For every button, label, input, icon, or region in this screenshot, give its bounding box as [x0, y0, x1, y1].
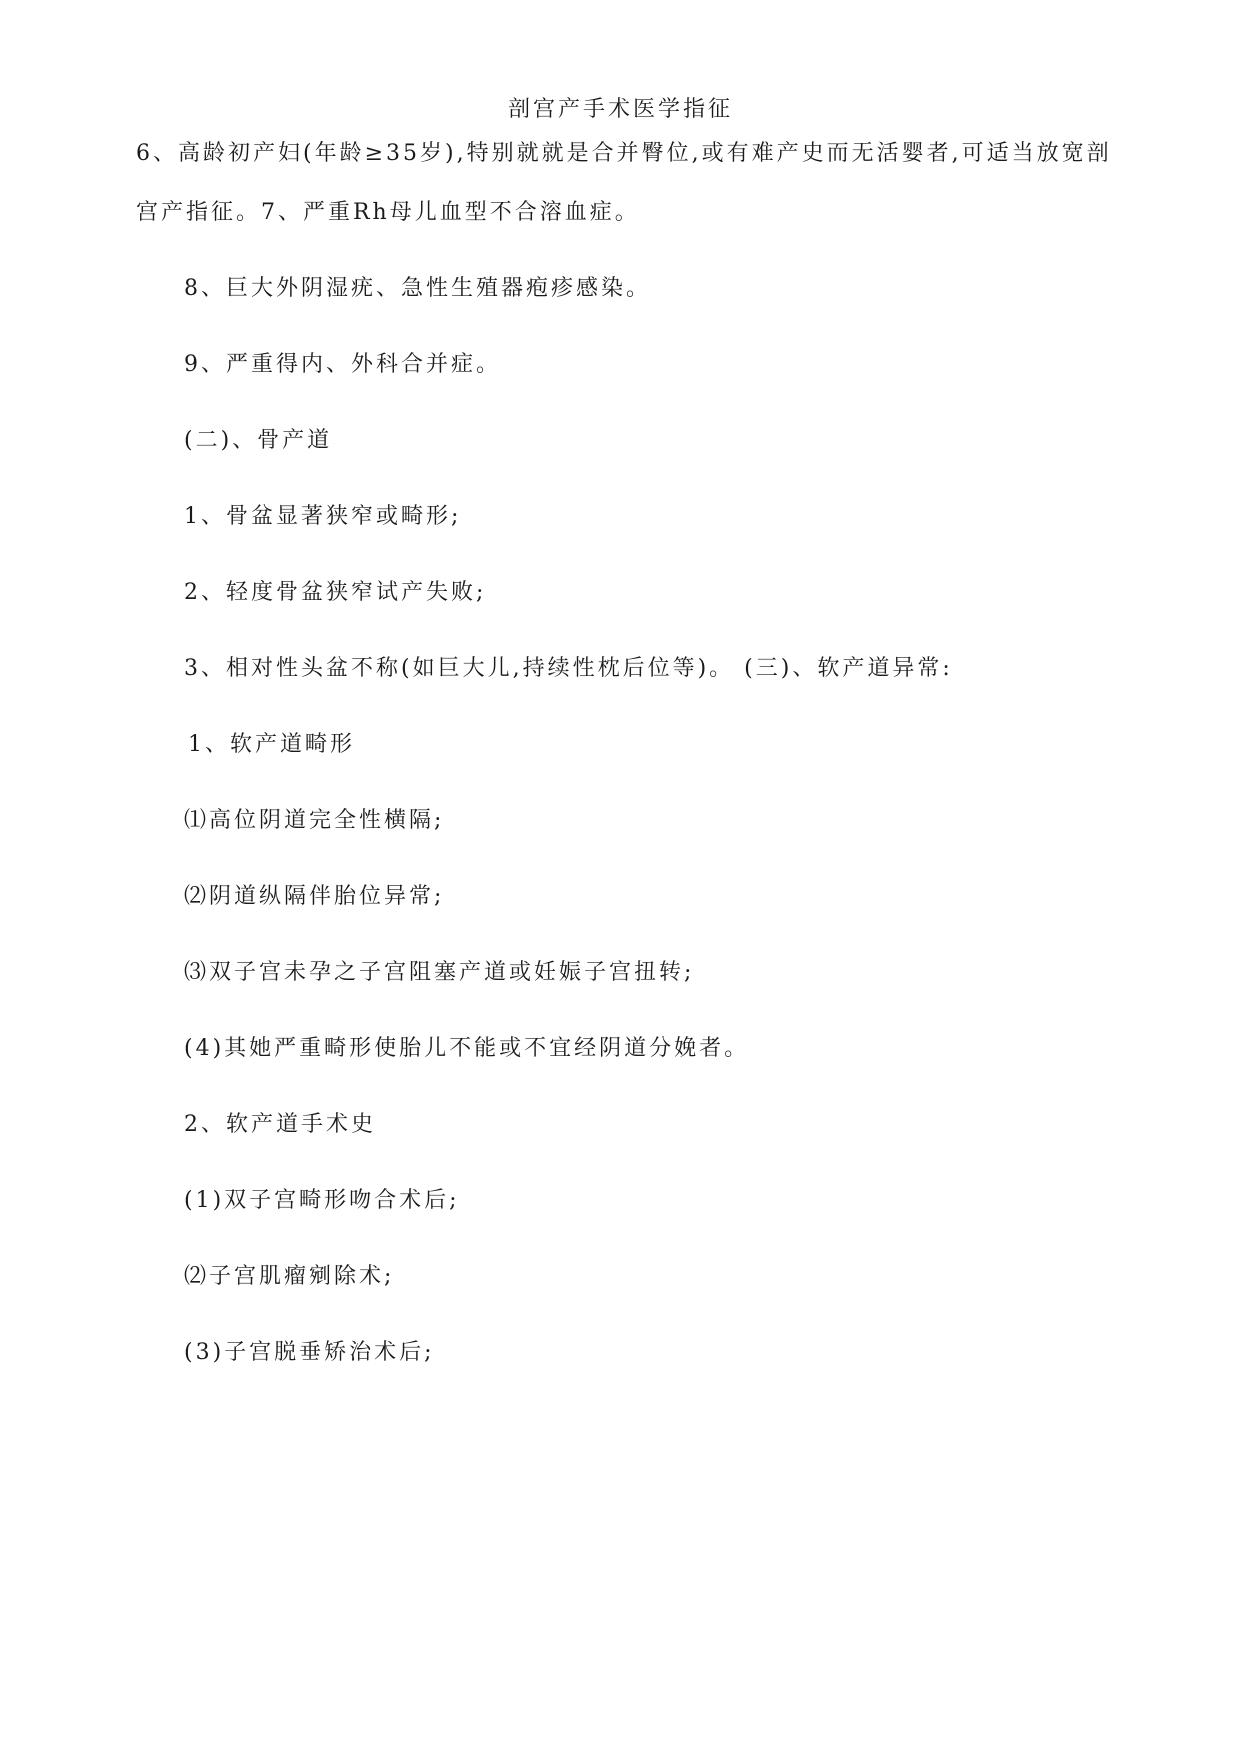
- text-line: 2、软产道手术史: [184, 1112, 376, 1137]
- text-line: 3、相对性头盆不称(如巨大儿,持续性枕后位等)。 (三)、软产道异常:: [184, 656, 953, 681]
- text-line: 2、轻度骨盆狭窄试产失败;: [184, 580, 487, 605]
- text-line: ⑵阴道纵隔伴胎位异常;: [184, 884, 445, 909]
- text-line: 1、骨盆显著狭窄或畸形;: [184, 504, 462, 529]
- text-line: ⑶双子宫未孕之子宫阻塞产道或妊娠子宫扭转;: [184, 960, 695, 985]
- text-line: (3)子宫脱垂矫治术后;: [184, 1340, 435, 1365]
- text-line: (1)双子宫畸形吻合术后;: [184, 1188, 460, 1213]
- text-line: ⑴高位阴道完全性横隔;: [184, 808, 445, 833]
- text-line: (4)其她严重畸形使胎儿不能或不宜经阴道分娩者。: [184, 1036, 750, 1061]
- section-heading: (二)、骨产道: [184, 428, 333, 453]
- text-line: 1、软产道畸形: [188, 732, 355, 757]
- text-line: ⑵子宫肌瘤剜除术;: [184, 1264, 395, 1289]
- text-line: 宫产指征。7、严重Rh母儿血型不合溶血症。: [136, 200, 640, 225]
- text-line: 9、严重得内、外科合并症。: [184, 352, 501, 377]
- page-title: 剖宫产手术医学指征: [507, 97, 733, 122]
- text-line: 6、高龄初产妇(年龄≥35岁),特别就就是合并臀位,或有难产史而无活婴者,可适当放宽剖: [136, 141, 1112, 166]
- text-line: 8、巨大外阴湿疣、急性生殖器疱疹感染。: [184, 276, 651, 301]
